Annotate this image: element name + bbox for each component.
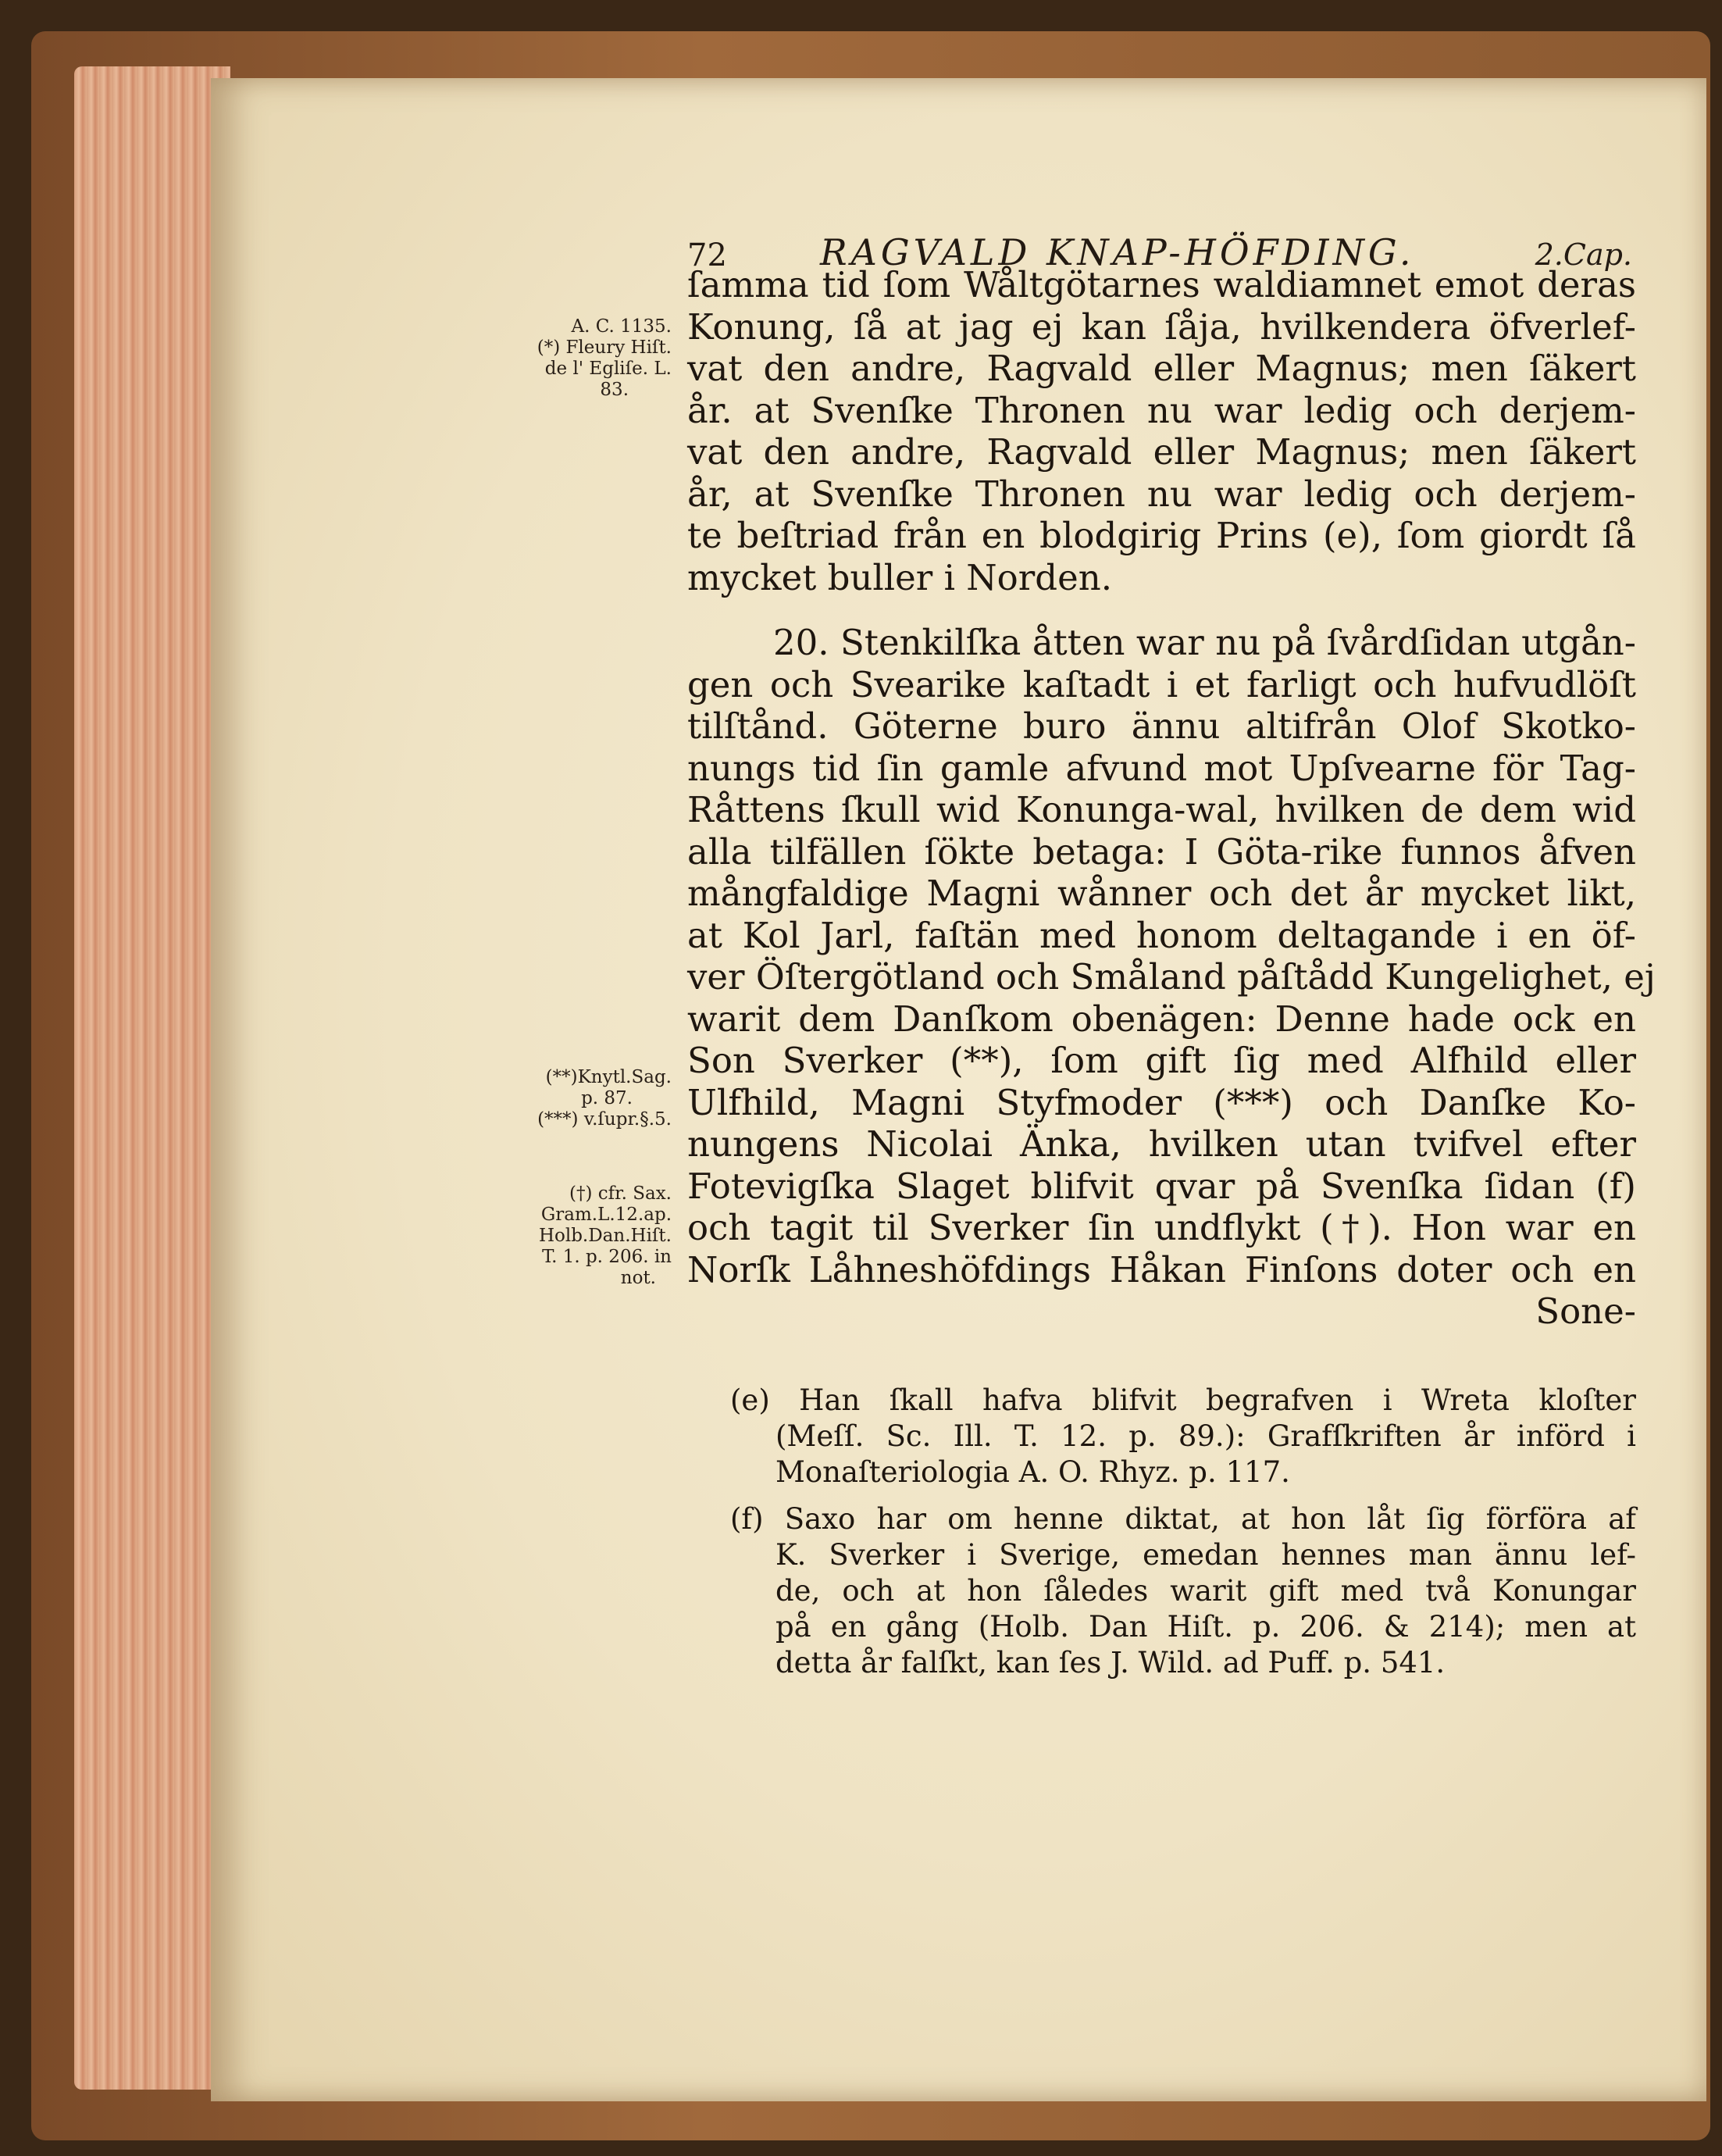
catchword: Sone-	[1535, 1290, 1636, 1332]
footnotes	[730, 1383, 1636, 1692]
footnote-e: (e) Han ſkall hafva blifvit begrafven i Wreta kloſter (Meſſ. Sc. Ill. T. 12. p. 89.): Grafſkriften år införd i Monaſteriologia A. O. Rhyz. p. 117.	[730, 1383, 1636, 1489]
text-line: vat den andre, Ragvald eller Magnus; men ſäkert	[687, 431, 1636, 473]
text-line: te beſtriad från en blodgirig Prins (e), ſom giordt ſå	[687, 515, 1636, 556]
text-line: ver Öſtergötland och Småland påſtådd Kungelighet, ej	[687, 956, 1656, 998]
text-line: Son Sverker (**), ſom gift ſig med Alfhild eller	[687, 1040, 1636, 1081]
margin-note: (†) cfr. Sax. Gram.L.12.ap. Holb.Dan.Hiſt. T. 1. p. 206. in not.	[538, 1183, 672, 1288]
text-line: Konung, ſå at jag ej kan ſåja, hvilkendera öfverlef-	[687, 305, 1636, 348]
text-line: mångfaldige Magni wånner och det år mycket likt,	[687, 873, 1636, 914]
text-line: år. at Svenſke Thronen nu war ledig och derjem-	[687, 389, 1636, 431]
page-edges	[74, 66, 230, 2090]
margin-note: A. C. 1135. (*) Fleury Hiſt. de l' Egliſe. L. 83.	[537, 316, 672, 400]
text-line: Ulfhild, Magni Styfmoder (***) och Danſke Ko-	[687, 1081, 1636, 1123]
text-line: at Kol Jarl, faſtän med honom deltagande i en öf-	[687, 914, 1636, 956]
text-line: 20. Stenkilſka åtten war nu på ſvårdſidan utgån-	[773, 622, 1636, 663]
running-head-title: RAGVALD KNAP-HÖFDING.	[820, 231, 1415, 273]
footnote-f: (f) Saxo har om henne diktat, at hon låt ſig förföra af K. Sverker i Sverige, emedan hennes man ännu lef- de, och at hon ſåledes warit gift med två Konungar på en gång (Holb. Dan Hiſt. p. 206. & 214); men at detta år falſkt, kan ſes J. Wild. ad Puff. p. 541.	[730, 1502, 1636, 1679]
text-line: och tagit til Sverker ſin undflykt (†). Hon war en	[687, 1207, 1636, 1248]
text-line: alla tilfällen ſökte betaga: I Göta-rike funnos åfven	[687, 830, 1636, 873]
text-line: ſamma tid ſom Wåltgötarnes waldiamnet emot deras	[687, 264, 1636, 305]
text-line: nungens Nicolai Änka, hvilken utan tvifvel efter	[687, 1123, 1636, 1165]
text-line: Norſk Låhneshöfdings Håkan Finſons doter och en	[687, 1248, 1636, 1290]
text-line: warit dem Danſkom obenägen: Denne hade ock en	[687, 998, 1636, 1040]
text-line: vat den andre, Ragvald eller Magnus; men ſäkert	[687, 348, 1636, 389]
main-text	[687, 264, 1656, 1333]
text-line: nungs tid ſin gamle afvund mot Upſvearne för Tag-	[687, 747, 1636, 789]
text-line: tilſtånd. Göterne buro ännu altifrån Olof Skotko-	[687, 705, 1636, 747]
page-number: 72	[687, 237, 727, 273]
text-line: Fotevigſka Slaget blifvit qvar på Svenſka ſidan (f)	[687, 1165, 1636, 1207]
text-line: gen och Svearike kaſtadt i et farligt och hufvudlöſt	[687, 663, 1636, 705]
text-line: Råttens ſkull wid Konunga-wal, hvilken de dem wid	[687, 789, 1636, 830]
text-line: mycket buller i Norden.	[687, 556, 1112, 598]
text-line: år, at Svenſke Thronen nu war ledig och derjem-	[687, 473, 1636, 515]
chapter-label: 2.Cap.	[1535, 237, 1632, 272]
margin-note: (**)Knytl.Sag. p. 87. (***) v.ſupr.§.5.	[537, 1067, 672, 1130]
